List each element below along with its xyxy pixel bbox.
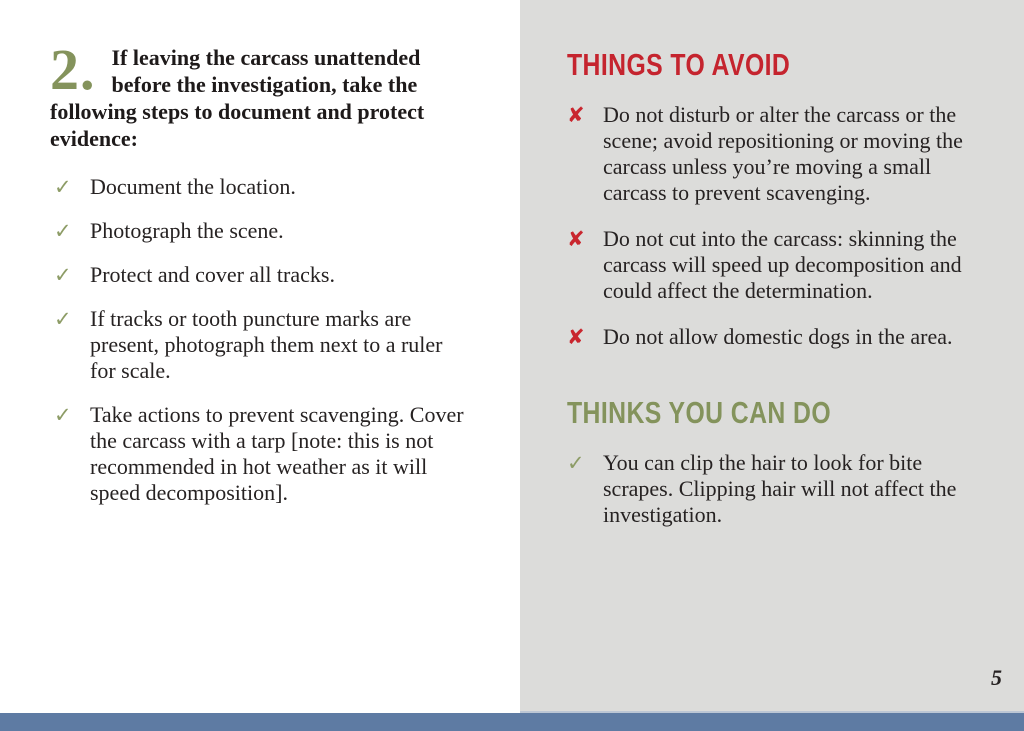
list-item xyxy=(567,324,987,350)
left-column xyxy=(50,37,482,524)
check-icon: ✓ xyxy=(54,175,72,199)
cross-icon: ✘ xyxy=(567,103,585,127)
check-icon: ✓ xyxy=(54,219,72,243)
list-item xyxy=(54,402,470,506)
list-item xyxy=(54,218,470,244)
list-item xyxy=(54,262,470,288)
list-item-text: Document the location. xyxy=(90,174,296,199)
list-item xyxy=(54,306,470,384)
list-item-text: Photograph the scene. xyxy=(90,218,284,243)
list-item-text: If tracks or tooth puncture marks are present, photograph them next to a ruler for scale. xyxy=(90,306,443,383)
footer-bar xyxy=(0,713,1024,731)
list-item-text: Do not disturb or alter the carcass or the scene; avoid repositioning or moving the carcass unless you’re moving a small carcass to prevent scavenging. xyxy=(603,102,963,205)
list-item-text: Do not allow domestic dogs in the area. xyxy=(603,324,953,349)
section-heading-things-to-avoid: THINGS TO AVOID xyxy=(567,47,791,82)
check-icon: ✓ xyxy=(54,307,72,331)
footer-edge-line xyxy=(520,711,1024,713)
right-column xyxy=(567,48,987,548)
left-checklist xyxy=(50,174,470,506)
check-icon: ✓ xyxy=(567,451,585,475)
section-heading-thinks-you-can-do: THINKS YOU CAN DO xyxy=(567,395,832,430)
list-item xyxy=(54,174,470,200)
step-number: 2. xyxy=(50,37,96,102)
step-intro-text: If leaving the carcass unattended before the investigation, take the following steps to document and protect evidence: xyxy=(50,45,425,151)
list-item xyxy=(567,450,987,528)
page-number: 5 xyxy=(991,665,1002,690)
list-item-text: Take actions to prevent scavenging. Cover the carcass with a tarp [note: this is not recommended in hot weather as it will speed decomposition]. xyxy=(90,402,464,505)
list-item-text: Protect and cover all tracks. xyxy=(90,262,335,287)
list-item xyxy=(567,226,987,304)
list-item-text: Do not cut into the carcass: skinning the carcass will speed up decomposition and could affect the determination. xyxy=(603,226,962,303)
check-icon: ✓ xyxy=(54,263,72,287)
list-item xyxy=(567,102,987,206)
list-item-text: You can clip the hair to look for bite scrapes. Clipping hair will not affect the investigation. xyxy=(603,450,957,527)
check-icon: ✓ xyxy=(54,403,72,427)
cross-icon: ✘ xyxy=(567,227,585,251)
cross-icon: ✘ xyxy=(567,325,585,349)
